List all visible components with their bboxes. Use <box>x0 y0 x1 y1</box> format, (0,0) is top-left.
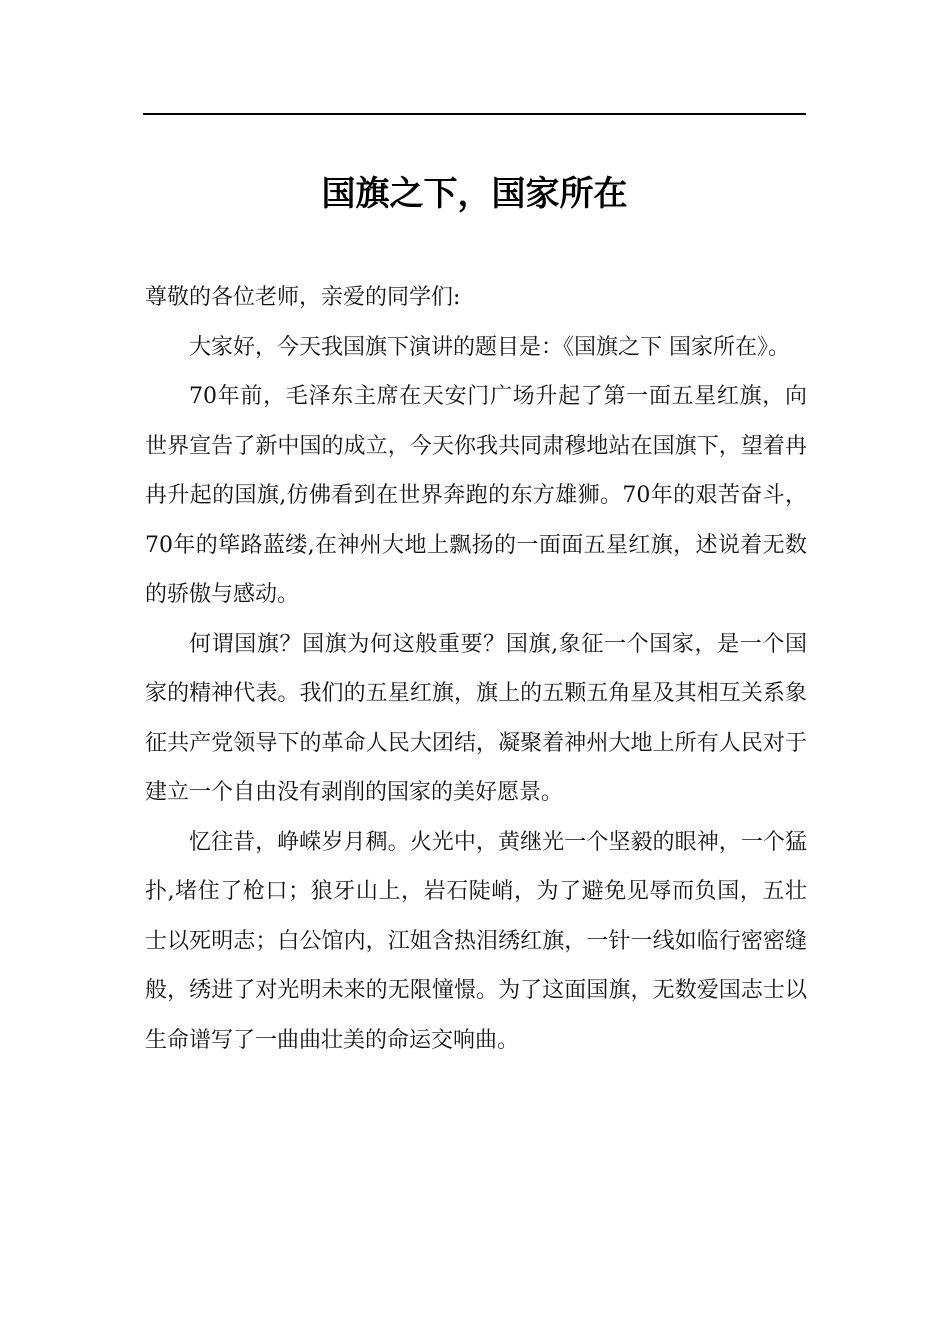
header-rule <box>143 113 806 115</box>
salutation: 尊敬的各位老师，亲爱的同学们: <box>145 285 461 310</box>
paragraph-history: 70年前，毛泽东主席在天安门广场升起了第一面五星红旗，向世界宣告了新中国的成立，今天你我共同肃穆地站在国旗下，望着冉冉升起的国旗,仿佛看到在世界奔跑的东方雄狮。70年的艰苦奋斗，70年的筚路蓝缕,在神州大地上飘扬的一面面五星红旗，述说着无数的骄傲与感动。 <box>145 384 807 607</box>
paragraph-meaning: 何谓国旗？国旗为何这般重要？国旗,象征一个国家，是一个国家的精神代表。我们的五星红旗，旗上的五颗五角星及其相互关系象征共产党领导下的革命人民大团结，凝聚着神州大地上所有人民对于建立一个自由没有剥削的国家的美好愿景。 <box>145 631 807 805</box>
paragraph-greeting: 大家好，今天我国旗下演讲的题目是：《国旗之下 国家所在》。 <box>189 334 790 360</box>
document-title: 国旗之下，国家所在 <box>321 174 628 214</box>
paragraph-heroes: 忆往昔，峥嵘岁月稠。火光中，黄继光一个坚毅的眼神，一个猛扑,堵住了枪口；狼牙山上，岩石陡峭，为了避免见辱而负国，五壮士以死明志；白公馆内，江姐含热泪绣红旗，一针一线如临行密密缝般，绣进了对光明未来的无限憧憬。为了这面国旗，无数爱国志士以生命谱写了一曲曲壮美的命运交响曲。 <box>145 829 807 1053</box>
document-body <box>145 273 807 1065</box>
